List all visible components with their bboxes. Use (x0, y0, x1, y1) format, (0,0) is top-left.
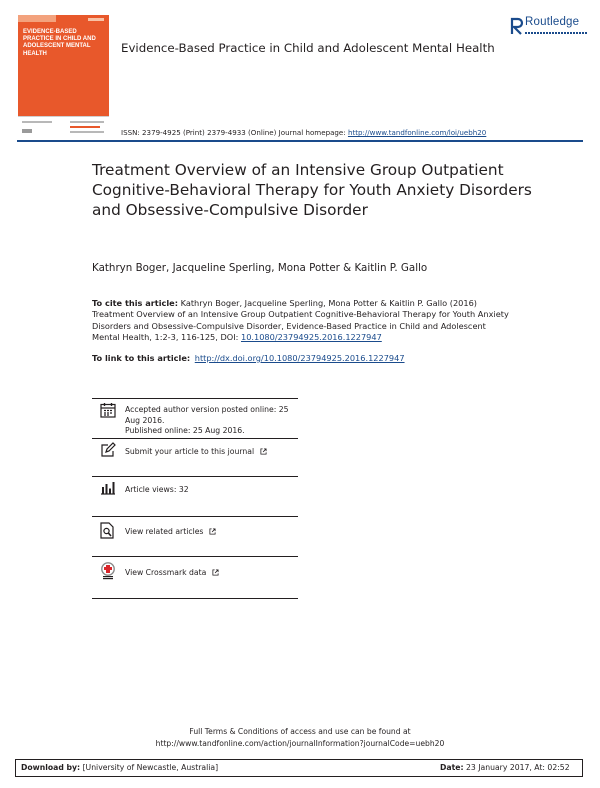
issn-text: ISSN: 2379-4925 (Print) 2379-4933 (Online) Journal homepage: (121, 128, 346, 137)
info-divider (92, 438, 298, 439)
cover-text-line (70, 131, 104, 133)
related-articles-label: View related articles (125, 527, 204, 536)
document-search-icon (100, 522, 115, 539)
submit-article-link[interactable] (125, 447, 267, 458)
downloaded-by (21, 763, 218, 772)
bar-chart-icon (100, 481, 116, 495)
issn-line (121, 128, 486, 137)
cover-tag (88, 18, 104, 21)
cover-text-line (22, 121, 52, 123)
calendar-icon (100, 402, 116, 418)
routledge-mark-icon (510, 17, 524, 35)
article-link-line (92, 353, 405, 364)
downloaded-value: [University of Newcastle, Australia] (82, 763, 219, 772)
downloaded-label: Download by: (21, 763, 81, 772)
citation-block (92, 298, 516, 343)
external-link-icon (209, 528, 216, 535)
crossmark-label: View Crossmark data (125, 568, 207, 577)
submit-article-label: Submit your article to this journal (125, 447, 255, 456)
info-divider (92, 598, 298, 599)
published-date: Published online: 25 Aug 2016. (125, 426, 245, 435)
terms-notice (0, 726, 600, 749)
citation-text: Kathryn Boger, Jacqueline Sperling, Mona Potter & Kaitlin P. Gallo (2016) Treatment Overview of an Intensive Group Outpatient Cognitive-Behavioral Therapy for Youth Anxiety Disorders and Obsessive-Compulsive Disorder, Evidence-Based Practice in Child and Adolescent Mental Health, 1:2-3, 116-125, DOI: (92, 298, 509, 342)
external-link-icon (212, 569, 219, 576)
journal-title: Evidence-Based Practice in Child and Adolescent Mental Health (121, 41, 495, 55)
publisher-tagline (525, 32, 587, 34)
link-label: To link to this article: (92, 353, 191, 363)
article-views: Article views: 32 (125, 485, 189, 494)
crossmark-icon (100, 562, 116, 580)
publication-dates (125, 405, 300, 437)
article-authors: Kathryn Boger, Jacqueline Sperling, Mona Potter & Kaitlin P. Gallo (92, 262, 428, 274)
routledge-logo[interactable] (510, 15, 588, 45)
publisher-name: Routledge (525, 16, 580, 28)
journal-homepage-link[interactable]: http://www.tandfonline.com/loi/uebh20 (347, 128, 487, 137)
cover-text-line (70, 121, 104, 123)
journal-cover (18, 15, 109, 139)
cover-text-line (70, 126, 100, 128)
cover-tag (18, 15, 56, 22)
cover-title: EVIDENCE-BASED PRACTICE IN CHILD AND ADOLESCENT MENTAL HEALTH (23, 29, 96, 57)
article-doi-url[interactable]: http://dx.doi.org/10.1080/23794925.2016.1227947 (194, 353, 405, 363)
article-title: Treatment Overview of an Intensive Group Outpatient Cognitive-Behavioral Therapy for Youth Anxiety Disorders and Obsessive-Compulsive Disorder (92, 161, 532, 219)
crossmark-link[interactable] (125, 568, 219, 579)
info-divider (92, 476, 298, 477)
download-date (440, 763, 570, 772)
date-value: 23 January 2017, At: 02:52 (466, 763, 570, 772)
terms-line: Full Terms & Conditions of access and use can be found at (189, 727, 411, 736)
info-divider (92, 556, 298, 557)
terms-url[interactable]: http://www.tandfonline.com/action/journalInformation?journalCode=uebh20 (155, 738, 445, 748)
info-divider (92, 516, 298, 517)
external-link-icon (260, 448, 267, 455)
date-label: Date: (440, 763, 464, 772)
doi-link[interactable]: 10.1080/23794925.2016.1227947 (240, 331, 382, 342)
edit-icon (100, 442, 116, 458)
cover-logo (22, 129, 32, 133)
accepted-date: Accepted author version posted online: 25 Aug 2016. (125, 405, 289, 425)
cover-publisher-strip (18, 116, 109, 140)
info-divider (92, 398, 298, 399)
header-divider (17, 140, 583, 142)
citation-label: To cite this article: (92, 298, 178, 308)
related-articles-link[interactable] (125, 527, 216, 538)
